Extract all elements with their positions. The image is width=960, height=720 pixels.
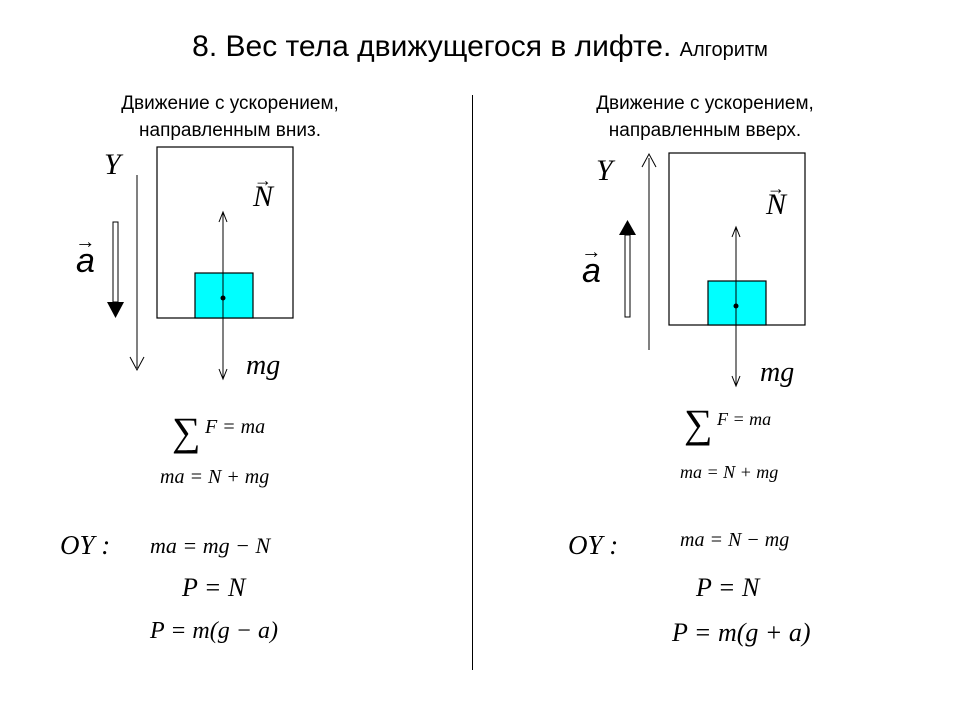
right-eq-p-equals-n: P = N: [696, 573, 760, 602]
left-caption-line2: направленным вниз.: [139, 120, 321, 141]
left-gravity-label: mg: [246, 350, 281, 381]
right-accel-label: → a: [582, 252, 601, 291]
right-caption: [560, 90, 850, 144]
accel-arrow-head: [619, 220, 636, 235]
left-eq-vector: ma = N + mg: [160, 466, 270, 488]
left-eq-oy: ma = mg − N: [150, 533, 271, 558]
right-eq-oy: ma = N − mg: [680, 529, 790, 551]
left-eq-weight: P = m(g − a): [150, 618, 278, 644]
left-eq-p-equals-n: P = N: [182, 573, 246, 602]
right-eq-oy-label: OY :: [568, 530, 619, 560]
right-y-axis-label: Y: [596, 154, 613, 187]
sigma-symbol: ∑: [684, 401, 713, 446]
left-elevator-diagram: [60, 140, 320, 390]
accel-arrow-head: [107, 302, 124, 318]
accel-arrow-shaft: [625, 235, 630, 317]
right-eq-weight: P = m(g + a): [672, 618, 811, 647]
right-normal-label: → N: [766, 188, 786, 222]
block: [195, 273, 253, 318]
right-caption-line1: Движение с ускорением,: [596, 93, 814, 114]
sigma-symbol: ∑: [172, 409, 201, 454]
page-title: [0, 30, 960, 64]
right-eq-vector: ma = N + mg: [680, 462, 779, 482]
title-main: 8. Вес тела движущегося в лифте.: [192, 30, 672, 63]
column-divider: [472, 95, 473, 670]
right-gravity-label: mg: [760, 357, 795, 388]
right-eq-sum: ∑ F = ma: [684, 401, 772, 446]
left-eq-oy-label: OY :: [60, 530, 111, 560]
left-y-axis-label: Y: [104, 148, 121, 181]
title-subtitle: Алгоритм: [679, 39, 768, 61]
left-caption-line1: Движение с ускорением,: [121, 93, 339, 114]
right-caption-line2: направленным вверх.: [608, 120, 802, 141]
accel-arrow-shaft: [113, 222, 118, 302]
left-normal-label: → N: [253, 180, 273, 214]
left-accel-label: → a: [76, 242, 95, 281]
left-eq-sum: ∑ F = ma: [172, 409, 266, 454]
block: [708, 281, 766, 325]
left-caption: [85, 90, 375, 144]
